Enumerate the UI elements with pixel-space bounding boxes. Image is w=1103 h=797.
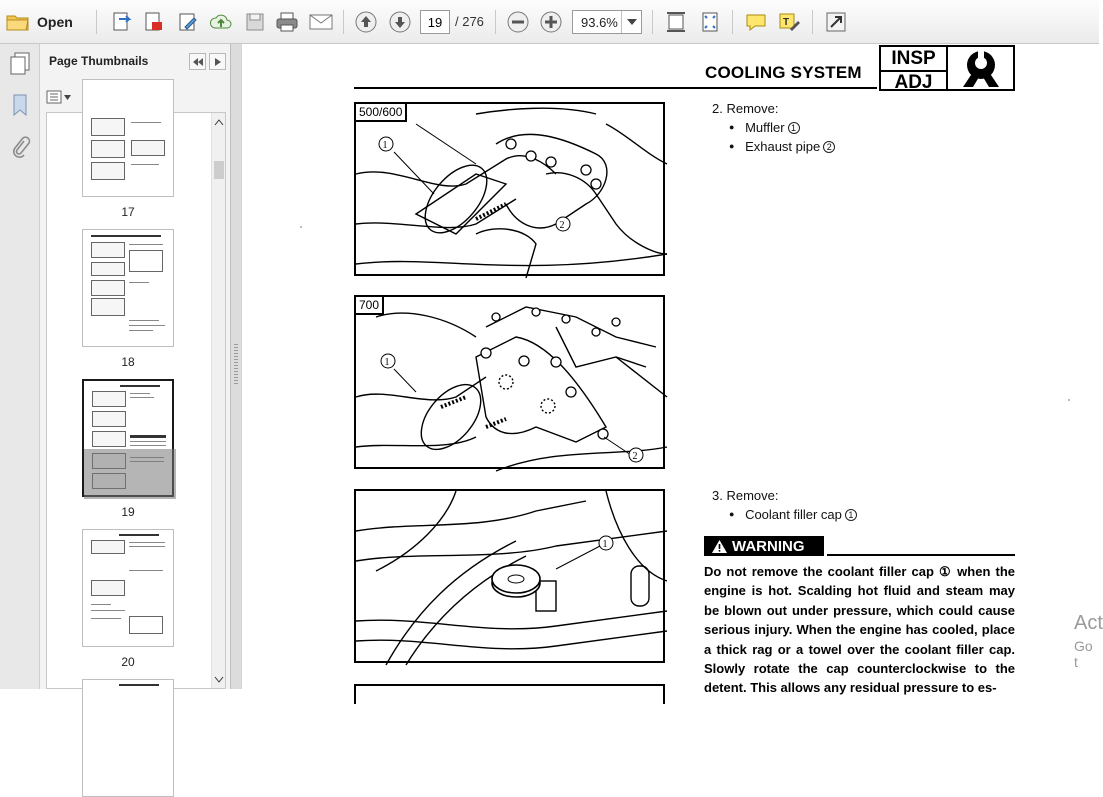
chevron-right-icon [215,58,221,66]
callout-2: 2 [559,220,565,231]
scroll-down-icon[interactable] [212,672,226,686]
folder-icon [6,12,30,32]
comment-button[interactable] [742,9,770,35]
fit-page-button[interactable] [696,9,724,35]
minus-circle-icon [506,10,530,34]
step-2-title: 2. Remove: [712,101,779,116]
figure-500-600 [354,102,665,276]
figure-next [354,684,665,704]
ref-mark: 1 [788,122,800,134]
upload-button[interactable] [206,9,236,35]
step-3-item: ● Coolant filler cap 1 [729,507,857,522]
thumbnail-list[interactable] [46,112,226,689]
page-count: / 276 [455,14,484,29]
page-thumbnails-toggle[interactable] [7,50,33,76]
list-options-icon [46,90,62,104]
figure-label: 700 [356,297,384,315]
chevron-down-icon[interactable] [621,11,641,33]
coolant-cap-illustration [356,491,667,665]
create-pdf-icon [111,11,133,33]
page-number-input[interactable] [420,10,450,34]
thumbnail-label: 20 [121,655,135,669]
exhaust-illustration [356,297,667,471]
create-pdf-button[interactable] [108,9,136,35]
thumbnail-label: 17 [121,205,135,219]
edit-document-icon [177,11,199,33]
bookmark-icon [10,93,30,117]
panel-splitter[interactable] [231,44,241,689]
expand-panel-button[interactable] [209,53,226,70]
thumbnail-label: 19 [121,505,135,519]
thumbnail-options-button[interactable] [46,88,74,106]
save-button[interactable] [242,9,268,35]
toolbar-separator [495,10,496,34]
speech-bubble-icon [745,12,767,32]
toolbar-separator [96,10,97,34]
paperclip-icon [10,135,30,159]
warning-text: Do not remove the coolant filler cap ① when the engine is hot. Scalding hot fluid and steam may be blown out under pressure, which could cause serious injury. When the engine has cooled, place a thick rag or a towel over the coolant filler cap. Slowly rotate the cap counterclockwise to the detent. This allows any residual pressure to es- [704,564,1015,696]
step-2-item: ● Exhaust pipe 2 [729,139,835,154]
svg-text:T: T [783,17,790,28]
zoom-in-button[interactable] [537,9,565,35]
chevron-down-icon [64,95,71,100]
document-view[interactable] [241,44,1103,696]
thumbnail-page-19[interactable] [82,379,174,497]
main-toolbar [0,0,1099,44]
attachments-toggle[interactable] [7,134,33,160]
section-title: COOLING SYSTEM [705,63,862,82]
bookmarks-toggle[interactable] [7,92,33,118]
previous-page-button[interactable] [352,9,380,35]
wrench-icon [948,47,1013,89]
warning-rule [827,554,1015,556]
scrollbar-thumb[interactable] [214,161,224,179]
ref-mark: 2 [823,141,835,153]
callout-1: 1 [384,357,390,368]
watermark-line-2: Go t [1074,638,1093,670]
pdf-document-icon [143,11,165,33]
step-3-title: 3. Remove: [712,488,779,503]
figure-700 [354,295,665,469]
toolbar-separator [343,10,344,34]
thumbnail-label: 18 [121,355,135,369]
double-chevron-left-icon [193,58,203,66]
warning-triangle-icon [712,540,727,553]
visible-area-overlay[interactable] [84,449,176,499]
pages-icon [9,51,31,75]
envelope-icon [308,12,334,32]
panel-title: Page Thumbnails [49,54,149,68]
edit-pdf-button[interactable] [174,9,202,35]
arrow-down-icon [388,10,412,34]
open-button[interactable] [6,9,82,35]
next-page-button[interactable] [386,9,414,35]
figure-coolant-cap [354,489,665,663]
zoom-select[interactable] [572,10,642,34]
thumbnail-page-21[interactable] [82,679,174,797]
arrow-up-icon [354,10,378,34]
cloud-upload-icon [209,11,233,33]
highlight-button[interactable] [775,9,803,35]
header-rule [354,87,877,89]
thumbnail-scrollbar[interactable] [211,113,225,688]
scrolling-mode-button[interactable] [662,9,690,35]
print-button[interactable] [272,9,302,35]
muffler-illustration [356,104,667,278]
thumbnail-page-18[interactable] [82,229,174,347]
toolbar-separator [812,10,813,34]
highlighter-icon [778,11,800,33]
navigation-strip [0,44,40,689]
badge-bottom: ADJ [894,72,933,93]
callout-1: 1 [382,140,388,151]
fit-width-icon [666,11,686,33]
save-icon [245,12,265,32]
zoom-value: 93.6% [581,15,618,30]
expand-button[interactable] [822,9,850,35]
warning-label: WARNING [704,536,824,556]
expand-arrows-icon [825,11,847,33]
watermark-line-1: Act [1074,612,1103,634]
plus-circle-icon [539,10,563,34]
step-2-item: ● Muffler 1 [729,120,800,135]
fit-page-icon [700,11,720,33]
export-pdf-button[interactable] [140,9,168,35]
callout-1: 1 [602,539,608,550]
insp-adj-badge [879,45,1015,91]
thumbnails-panel [40,44,231,689]
thumbnail-page-17[interactable] [82,79,174,197]
printer-icon [275,11,299,33]
zoom-out-button[interactable] [504,9,532,35]
badge-top: INSP [891,48,936,69]
collapse-panel-button[interactable] [189,53,206,70]
ref-mark: 1 [845,509,857,521]
toolbar-separator [732,10,733,34]
thumbnail-page-20[interactable] [82,529,174,647]
toolbar-separator [652,10,653,34]
open-label: Open [37,14,73,30]
figure-label: 500/600 [356,104,407,122]
scroll-up-icon[interactable] [212,115,226,129]
callout-2: 2 [632,451,638,462]
email-button[interactable] [306,9,336,35]
